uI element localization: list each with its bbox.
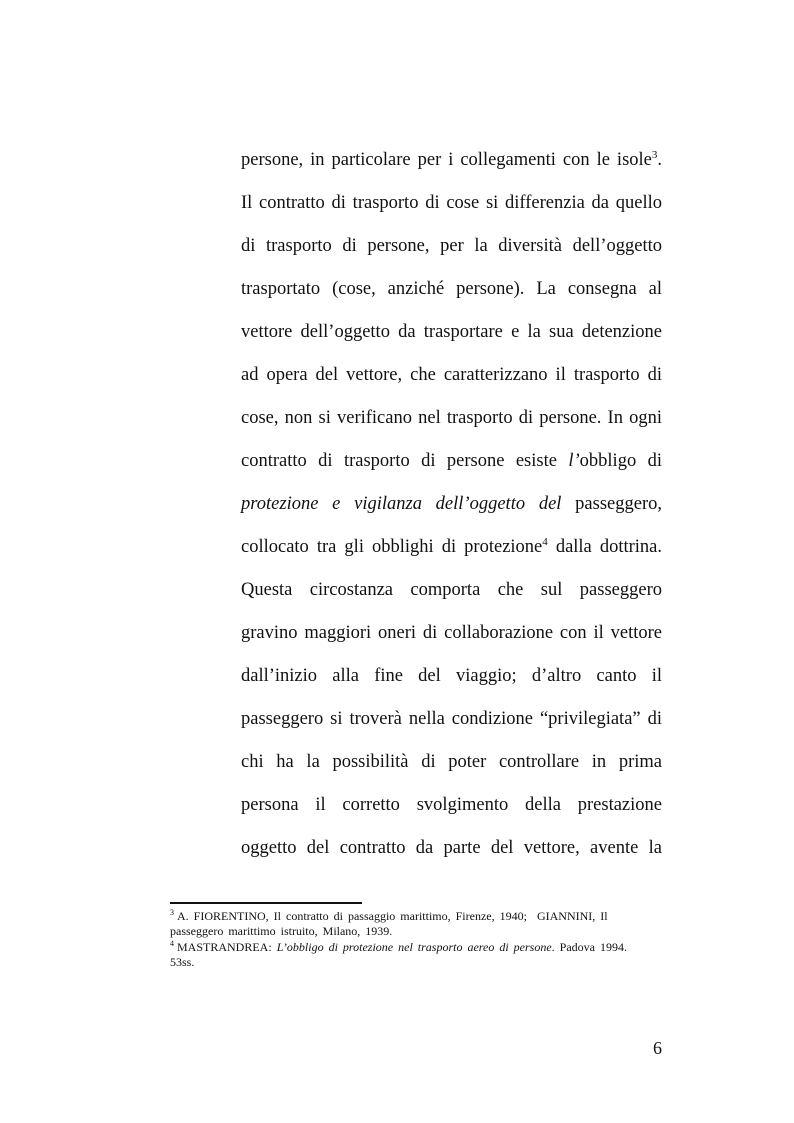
body-line: persona il corretto svolgimento della prestazione: [241, 795, 662, 815]
footnotes: [170, 909, 730, 970]
body-line: di trasporto di persone, per la diversità dell’oggetto: [241, 236, 662, 256]
body-text-segment: collocato tra gli obblighi di protezione: [241, 537, 543, 557]
body-line: Il contratto di trasporto di cose si differenzia da quello: [241, 193, 662, 213]
footnote-marker: 3: [170, 908, 174, 917]
body-line: [241, 526, 662, 569]
footnote-reference-3: 3: [651, 149, 658, 161]
body-text-italic: protezione e vigilanza dell’oggetto del: [241, 494, 562, 514]
body-line: cose, non si verificano nel trasporto di persone. In ogni: [241, 408, 662, 428]
body-line: Questa circostanza comporta che sul passeggero: [241, 580, 662, 600]
body-text: [241, 139, 662, 870]
body-line: gravino maggiori oneri di collaborazione con il vettore: [241, 623, 662, 643]
body-line: oggetto del contratto da parte del vettore, avente la: [241, 838, 662, 858]
body-text-segment: .: [657, 150, 662, 170]
footnote-text: passeggero marittimo istruito, Milano, 1939.: [170, 924, 393, 939]
footnote-reference-4: 4: [542, 536, 548, 548]
body-line: vettore dell’oggetto da trasportare e la sua detenzione: [241, 322, 662, 342]
page-number: 6: [653, 1038, 662, 1058]
footnote-separator: [170, 902, 362, 904]
body-text-segment: persone, in particolare per i collegamenti con le isole: [241, 150, 652, 170]
body-text-italic: l’: [568, 451, 580, 471]
body-text-segment: contratto di trasporto di persone esiste: [241, 451, 569, 471]
body-text-segment: passeggero,: [561, 494, 662, 514]
body-line: ad opera del vettore, che caratterizzano il trasporto di: [241, 365, 662, 385]
footnote-3-continuation: [170, 924, 730, 939]
footnote-author: MASTRANDREA:: [177, 939, 277, 954]
footnote-text: A. FIORENTINO, Il contratto di passaggio marittimo, Firenze, 1940; GIANNINI, Il: [177, 909, 608, 923]
footnote-3: [170, 909, 730, 924]
footnote-text: 53ss.: [170, 954, 195, 969]
body-line: trasportato (cose, anziché persone). La consegna al: [241, 279, 662, 299]
body-line: [241, 139, 662, 182]
body-text-segment: obbligo di: [579, 451, 662, 471]
body-line: chi ha la possibilità di poter controllare in prima: [241, 752, 662, 772]
footnote-title: L’obbligo di protezione nel trasporto aereo di persone: [276, 939, 552, 954]
footnote-4: [170, 940, 730, 955]
footnote-marker: 4: [170, 938, 174, 948]
body-line: [241, 440, 662, 483]
footnote-4-continuation: [170, 955, 730, 970]
body-line: [241, 483, 662, 526]
footnote-publication: . Padova 1994.: [551, 939, 627, 954]
body-text-segment: dalla dottrina.: [547, 537, 662, 557]
body-line: passeggero si troverà nella condizione “privilegiata” di: [241, 709, 662, 729]
body-line: dall’inizio alla fine del viaggio; d’altro canto il: [241, 666, 662, 686]
